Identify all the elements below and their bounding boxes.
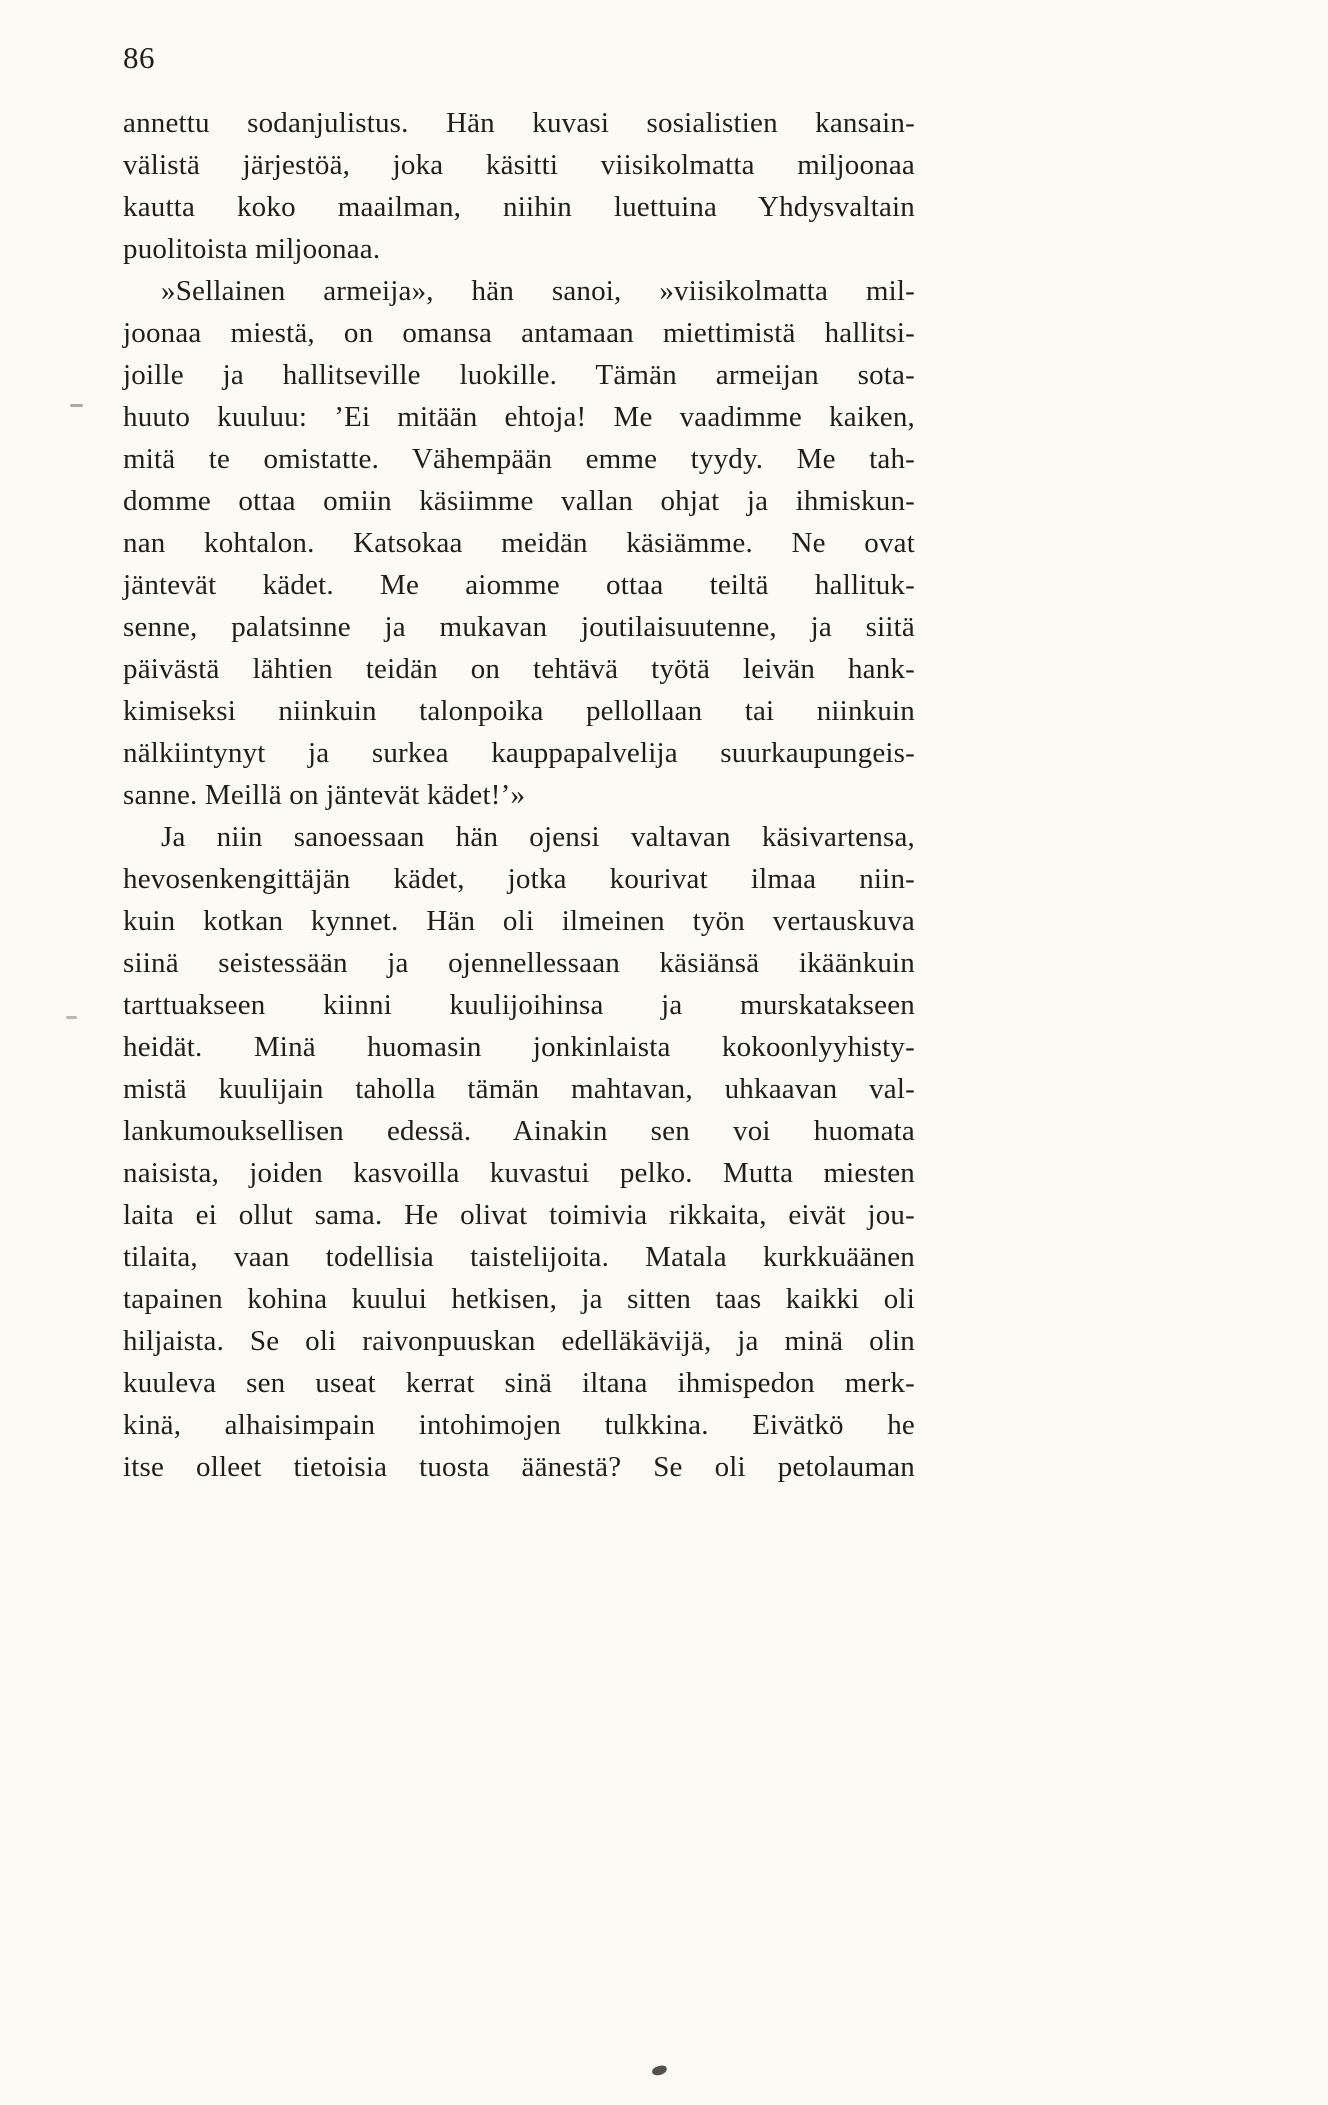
text-line: domme ottaa omiin käsiimme vallan ohjat ja ihmiskun-	[123, 485, 915, 517]
text-line: kuuleva sen useat kerrat sinä iltana ihmispedon merk-	[123, 1367, 915, 1399]
text-line: joille ja hallitseville luokille. Tämän armeijan sota-	[123, 359, 915, 391]
text-line: naisista, joiden kasvoilla kuvastui pelko. Mutta miesten	[123, 1157, 915, 1189]
text-line: lankumouksellisen edessä. Ainakin sen voi huomata	[123, 1115, 915, 1147]
text-block	[123, 102, 915, 1488]
paragraph	[123, 816, 915, 1488]
scan-artifact	[651, 2065, 668, 2077]
text-line: hevosenkengittäjän kädet, jotka kourivat ilmaa niin-	[123, 863, 915, 895]
text-line: siinä seistessään ja ojennellessaan käsiänsä ikäänkuin	[123, 947, 915, 979]
text-line: tarttuakseen kiinni kuulijoihinsa ja murskatakseen	[123, 989, 915, 1021]
text-line: sanne. Meillä on jäntevät kädet!’»	[123, 779, 526, 811]
text-line: tapainen kohina kuului hetkisen, ja sitten taas kaikki oli	[123, 1283, 915, 1315]
text-line: kautta koko maailman, niihin luettuina Yhdysvaltain	[123, 191, 915, 223]
text-line: puolitoista miljoonaa.	[123, 233, 381, 265]
text-line: »Sellainen armeija», hän sanoi, »viisikolmatta mil-	[161, 275, 915, 307]
paragraph	[123, 270, 915, 816]
margin-scan-mark	[66, 1016, 77, 1019]
text-line: päivästä lähtien teidän on tehtävä työtä leivän hank-	[123, 653, 915, 685]
text-line: kimiseksi niinkuin talonpoika pellollaan tai niinkuin	[123, 695, 915, 727]
text-line: tilaita, vaan todellisia taistelijoita. Matala kurkkuäänen	[123, 1241, 915, 1273]
page-number: 86	[123, 40, 155, 75]
text-line: huuto kuuluu: ’Ei mitään ehtoja! Me vaadimme kaiken,	[123, 401, 915, 433]
page-content	[123, 40, 915, 1488]
text-line: mistä kuulijain taholla tämän mahtavan, uhkaavan val-	[123, 1073, 915, 1105]
text-line: Ja niin sanoessaan hän ojensi valtavan käsivartensa,	[161, 821, 915, 853]
text-line: annettu sodanjulistus. Hän kuvasi sosialistien kansain-	[123, 107, 915, 139]
text-line: nälkiintynyt ja surkea kauppapalvelija suurkaupungeis-	[123, 737, 915, 769]
text-line: nan kohtalon. Katsokaa meidän käsiämme. Ne ovat	[123, 527, 915, 559]
margin-scan-mark	[70, 404, 83, 407]
text-line: välistä järjestöä, joka käsitti viisikolmatta miljoonaa	[123, 149, 915, 181]
text-line: joonaa miestä, on omansa antamaan miettimistä hallitsi-	[123, 317, 915, 349]
text-line: heidät. Minä huomasin jonkinlaista kokoonlyyhisty-	[123, 1031, 915, 1063]
text-line: senne, palatsinne ja mukavan joutilaisuutenne, ja siitä	[123, 611, 915, 643]
paragraph	[123, 102, 915, 270]
text-line: laita ei ollut sama. He olivat toimivia rikkaita, eivät jou-	[123, 1199, 915, 1231]
text-line: jäntevät kädet. Me aiomme ottaa teiltä hallituk-	[123, 569, 915, 601]
text-line: hiljaista. Se oli raivonpuuskan edelläkävijä, ja minä olin	[123, 1325, 915, 1357]
text-line: itse olleet tietoisia tuosta äänestä? Se oli petolauman	[123, 1451, 915, 1483]
text-line: kinä, alhaisimpain intohimojen tulkkina. Eivätkö he	[123, 1409, 915, 1441]
text-line: kuin kotkan kynnet. Hän oli ilmeinen työn vertauskuva	[123, 905, 915, 937]
text-line: mitä te omistatte. Vähempään emme tyydy. Me tah-	[123, 443, 915, 475]
